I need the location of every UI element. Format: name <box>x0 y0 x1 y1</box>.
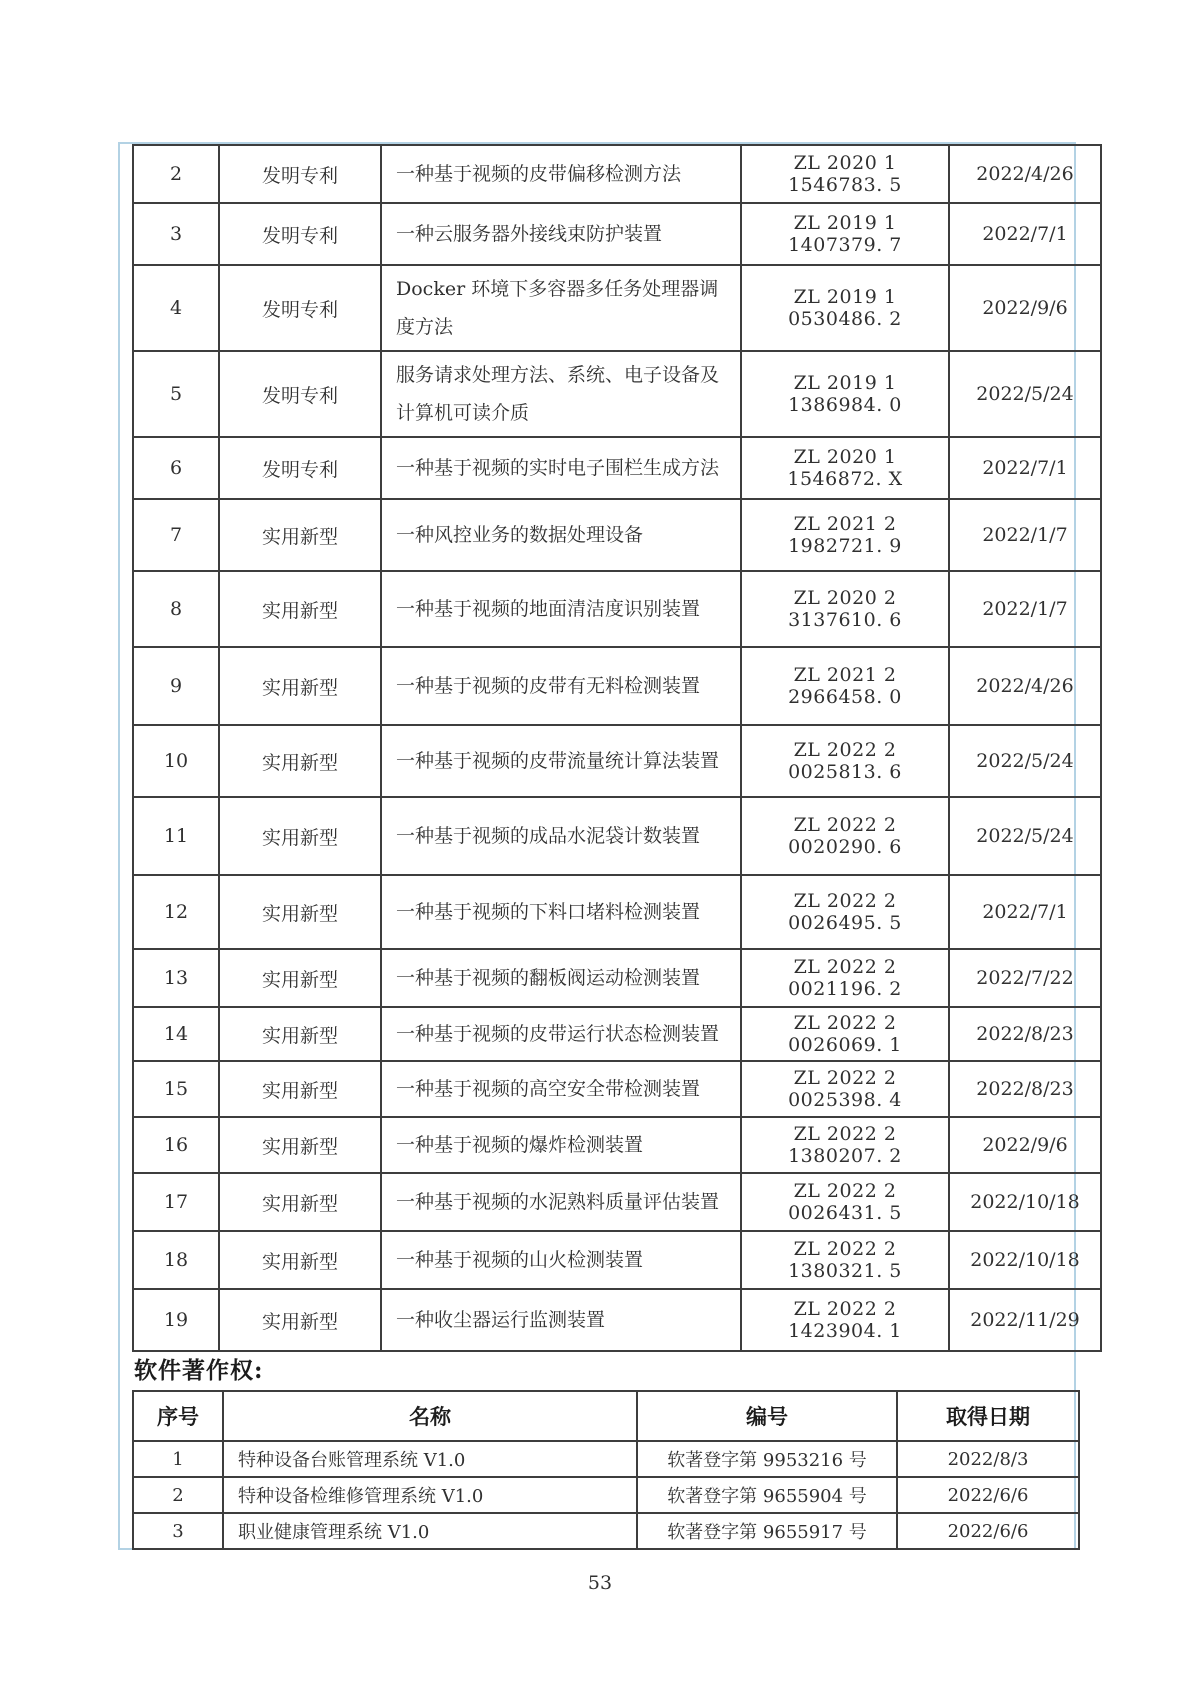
patent-no-cell: 19 <box>133 1289 219 1351</box>
patent-no-cell: 11 <box>133 797 219 875</box>
software-name-cell: 特种设备检维修管理系统 V1.0 <box>223 1477 637 1513</box>
patent-type-cell: 发明专利 <box>219 351 381 437</box>
patent-date-cell: 2022/5/24 <box>949 797 1101 875</box>
patent-date-cell: 2022/7/1 <box>949 203 1101 265</box>
patent-name-cell: 一种基于视频的爆炸检测装置 <box>381 1117 741 1173</box>
software-name-cell: 特种设备台账管理系统 V1.0 <box>223 1441 637 1477</box>
patent-date-cell: 2022/5/24 <box>949 725 1101 797</box>
patent-date-cell: 2022/7/1 <box>949 437 1101 499</box>
patent-name-cell: 一种基于视频的山火检测装置 <box>381 1231 741 1289</box>
patent-row <box>133 725 1101 797</box>
patent-name-cell: 一种基于视频的皮带流量统计算法装置 <box>381 725 741 797</box>
patent-name-cell: 一种风控业务的数据处理设备 <box>381 499 741 571</box>
patent-row <box>133 351 1101 437</box>
patent-type-cell: 实用新型 <box>219 1173 381 1231</box>
software-header-cell: 名称 <box>223 1391 637 1441</box>
patent-number-cell: ZL 2020 2 3137610. 6 <box>741 571 949 647</box>
patent-date-cell: 2022/10/18 <box>949 1231 1101 1289</box>
software-copyright-table <box>132 1390 1080 1550</box>
software-no-cell: 1 <box>133 1441 223 1477</box>
patent-number-cell: ZL 2022 2 1423904. 1 <box>741 1289 949 1351</box>
patent-date-cell: 2022/8/23 <box>949 1007 1101 1061</box>
patent-date-cell: 2022/4/26 <box>949 145 1101 203</box>
patent-name-cell: 一种基于视频的地面清洁度识别装置 <box>381 571 741 647</box>
patent-number-cell: ZL 2022 2 1380321. 5 <box>741 1231 949 1289</box>
patent-name-cell: 一种基于视频的实时电子围栏生成方法 <box>381 437 741 499</box>
patent-no-cell: 13 <box>133 949 219 1007</box>
software-row <box>133 1513 1079 1549</box>
patent-type-cell: 实用新型 <box>219 949 381 1007</box>
patent-name-cell: 一种收尘器运行监测装置 <box>381 1289 741 1351</box>
patent-type-cell: 实用新型 <box>219 571 381 647</box>
patent-no-cell: 17 <box>133 1173 219 1231</box>
patent-row <box>133 1289 1101 1351</box>
software-table-body <box>133 1441 1079 1549</box>
patent-no-cell: 14 <box>133 1007 219 1061</box>
patent-type-cell: 发明专利 <box>219 265 381 351</box>
software-row <box>133 1477 1079 1513</box>
page-number: 53 <box>587 1572 613 1594</box>
patent-row <box>133 1061 1101 1117</box>
patent-no-cell: 5 <box>133 351 219 437</box>
patent-table <box>132 144 1102 1352</box>
patent-name-cell: 一种基于视频的皮带有无料检测装置 <box>381 647 741 725</box>
patent-type-cell: 实用新型 <box>219 499 381 571</box>
patent-no-cell: 9 <box>133 647 219 725</box>
patent-date-cell: 2022/10/18 <box>949 1173 1101 1231</box>
patent-type-cell: 实用新型 <box>219 647 381 725</box>
patent-date-cell: 2022/4/26 <box>949 647 1101 725</box>
patent-row <box>133 265 1101 351</box>
patent-number-cell: ZL 2022 2 0021196. 2 <box>741 949 949 1007</box>
patent-no-cell: 8 <box>133 571 219 647</box>
patent-name-cell: 服务请求处理方法、系统、电子设备及计算机可读介质 <box>381 351 741 437</box>
patent-name-cell: Docker 环境下多容器多任务处理器调度方法 <box>381 265 741 351</box>
software-copyright-heading: 软件著作权: <box>134 1357 264 1384</box>
patent-no-cell: 3 <box>133 203 219 265</box>
patent-type-cell: 发明专利 <box>219 203 381 265</box>
patent-row <box>133 875 1101 949</box>
software-table-header-row <box>133 1391 1079 1441</box>
software-row <box>133 1441 1079 1477</box>
patent-date-cell: 2022/5/24 <box>949 351 1101 437</box>
patent-number-cell: ZL 2022 2 1380207. 2 <box>741 1117 949 1173</box>
patent-name-cell: 一种基于视频的水泥熟料质量评估装置 <box>381 1173 741 1231</box>
software-name-cell: 职业健康管理系统 V1.0 <box>223 1513 637 1549</box>
patent-type-cell: 实用新型 <box>219 875 381 949</box>
patent-type-cell: 实用新型 <box>219 1117 381 1173</box>
software-date-cell: 2022/6/6 <box>897 1513 1079 1549</box>
patent-number-cell: ZL 2022 2 0026495. 5 <box>741 875 949 949</box>
patent-number-cell: ZL 2021 2 1982721. 9 <box>741 499 949 571</box>
patent-no-cell: 12 <box>133 875 219 949</box>
software-header-cell: 取得日期 <box>897 1391 1079 1441</box>
patent-date-cell: 2022/11/29 <box>949 1289 1101 1351</box>
patent-number-cell: ZL 2019 1 1407379. 7 <box>741 203 949 265</box>
patent-number-cell: ZL 2022 2 0025398. 4 <box>741 1061 949 1117</box>
patent-no-cell: 16 <box>133 1117 219 1173</box>
patent-row <box>133 499 1101 571</box>
patent-row <box>133 1173 1101 1231</box>
patent-name-cell: 一种基于视频的下料口堵料检测装置 <box>381 875 741 949</box>
patent-no-cell: 7 <box>133 499 219 571</box>
software-header-cell: 编号 <box>637 1391 897 1441</box>
patent-no-cell: 18 <box>133 1231 219 1289</box>
patent-no-cell: 15 <box>133 1061 219 1117</box>
patent-date-cell: 2022/9/6 <box>949 265 1101 351</box>
patent-type-cell: 实用新型 <box>219 1007 381 1061</box>
page-content-frame <box>118 142 1080 1550</box>
patent-name-cell: 一种基于视频的成品水泥袋计数装置 <box>381 797 741 875</box>
software-number-cell: 软著登字第 9953216 号 <box>637 1441 897 1477</box>
patent-name-cell: 一种基于视频的高空安全带检测装置 <box>381 1061 741 1117</box>
patent-row <box>133 571 1101 647</box>
patent-number-cell: ZL 2021 2 2966458. 0 <box>741 647 949 725</box>
patent-no-cell: 6 <box>133 437 219 499</box>
patent-date-cell: 2022/7/22 <box>949 949 1101 1007</box>
patent-table-body <box>133 145 1101 1351</box>
patent-no-cell: 4 <box>133 265 219 351</box>
patent-number-cell: ZL 2019 1 1386984. 0 <box>741 351 949 437</box>
patent-date-cell: 2022/7/1 <box>949 875 1101 949</box>
patent-type-cell: 实用新型 <box>219 1231 381 1289</box>
software-date-cell: 2022/6/6 <box>897 1477 1079 1513</box>
patent-row <box>133 949 1101 1007</box>
software-no-cell: 3 <box>133 1513 223 1549</box>
patent-row <box>133 647 1101 725</box>
patent-number-cell: ZL 2022 2 0025813. 6 <box>741 725 949 797</box>
patent-row <box>133 797 1101 875</box>
patent-no-cell: 2 <box>133 145 219 203</box>
patent-number-cell: ZL 2022 2 0026069. 1 <box>741 1007 949 1061</box>
software-header-cell: 序号 <box>133 1391 223 1441</box>
patent-type-cell: 实用新型 <box>219 797 381 875</box>
patent-row <box>133 1231 1101 1289</box>
patent-type-cell: 实用新型 <box>219 1061 381 1117</box>
patent-type-cell: 发明专利 <box>219 145 381 203</box>
patent-number-cell: ZL 2022 2 0020290. 6 <box>741 797 949 875</box>
software-number-cell: 软著登字第 9655904 号 <box>637 1477 897 1513</box>
patent-number-cell: ZL 2020 1 1546872. X <box>741 437 949 499</box>
patent-row <box>133 1117 1101 1173</box>
patent-row <box>133 203 1101 265</box>
patent-number-cell: ZL 2022 2 0026431. 5 <box>741 1173 949 1231</box>
patent-number-cell: ZL 2019 1 0530486. 2 <box>741 265 949 351</box>
patent-name-cell: 一种基于视频的翻板阀运动检测装置 <box>381 949 741 1007</box>
patent-name-cell: 一种基于视频的皮带偏移检测方法 <box>381 145 741 203</box>
patent-type-cell: 实用新型 <box>219 1289 381 1351</box>
patent-name-cell: 一种云服务器外接线束防护装置 <box>381 203 741 265</box>
software-date-cell: 2022/8/3 <box>897 1441 1079 1477</box>
patent-row <box>133 145 1101 203</box>
patent-number-cell: ZL 2020 1 1546783. 5 <box>741 145 949 203</box>
patent-date-cell: 2022/1/7 <box>949 499 1101 571</box>
patent-date-cell: 2022/1/7 <box>949 571 1101 647</box>
patent-row <box>133 437 1101 499</box>
patent-no-cell: 10 <box>133 725 219 797</box>
patent-type-cell: 实用新型 <box>219 725 381 797</box>
patent-date-cell: 2022/8/23 <box>949 1061 1101 1117</box>
patent-name-cell: 一种基于视频的皮带运行状态检测装置 <box>381 1007 741 1061</box>
software-number-cell: 软著登字第 9655917 号 <box>637 1513 897 1549</box>
software-no-cell: 2 <box>133 1477 223 1513</box>
patent-type-cell: 发明专利 <box>219 437 381 499</box>
patent-date-cell: 2022/9/6 <box>949 1117 1101 1173</box>
patent-row <box>133 1007 1101 1061</box>
